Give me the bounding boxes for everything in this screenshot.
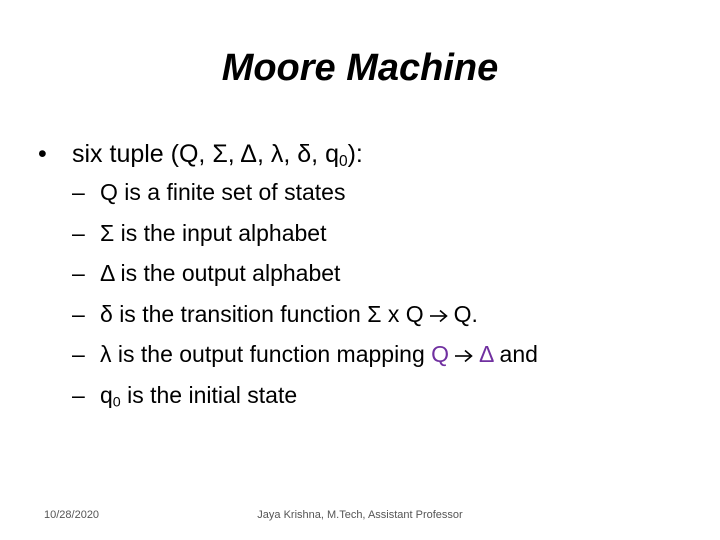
item-text: Δ is the output alphabet (100, 260, 341, 286)
item-text-end: and (499, 341, 538, 367)
dash-marker: – (72, 300, 85, 327)
list-item (72, 253, 538, 294)
sub-bullet-list (72, 172, 538, 415)
list-item (72, 334, 538, 375)
item-text: λ is the output function mapping (100, 341, 425, 367)
bullet-text-end: ): (347, 140, 363, 168)
item-subscript: 0 (112, 394, 121, 411)
footer-date: 10/28/2020 (44, 509, 100, 521)
slide-title: Moore Machine (221, 47, 499, 89)
item-text-start: q (100, 381, 113, 408)
bullet-text-start: six tuple (Q, Σ, Δ, λ, δ, q (72, 140, 339, 168)
highlight-from: Q (431, 341, 450, 367)
dash-marker: – (72, 219, 85, 246)
dash-marker: – (72, 179, 85, 205)
item-text: Σ is the input alphabet (100, 219, 327, 246)
dash-marker: – (72, 381, 85, 408)
item-text-end: Q. (453, 300, 478, 327)
item-text: is the initial state (120, 381, 298, 408)
right-arrow-icon (454, 349, 474, 363)
bullet-marker: • (38, 140, 47, 168)
item-text: δ is the transition function Σ x Q (100, 300, 424, 327)
highlight-to: Δ (479, 341, 494, 367)
right-arrow-icon (429, 309, 449, 323)
list-item (72, 294, 538, 335)
main-bullet (38, 134, 363, 174)
item-text: Q is a finite set of states (100, 179, 346, 205)
dash-marker: – (72, 260, 85, 286)
list-item (72, 213, 538, 254)
bullet-subscript: 0 (338, 152, 348, 170)
footer-author: Jaya Krishna, M.Tech, Assistant Professor (257, 509, 463, 521)
list-item (72, 375, 538, 416)
dash-marker: – (72, 341, 85, 367)
list-item (72, 172, 538, 213)
